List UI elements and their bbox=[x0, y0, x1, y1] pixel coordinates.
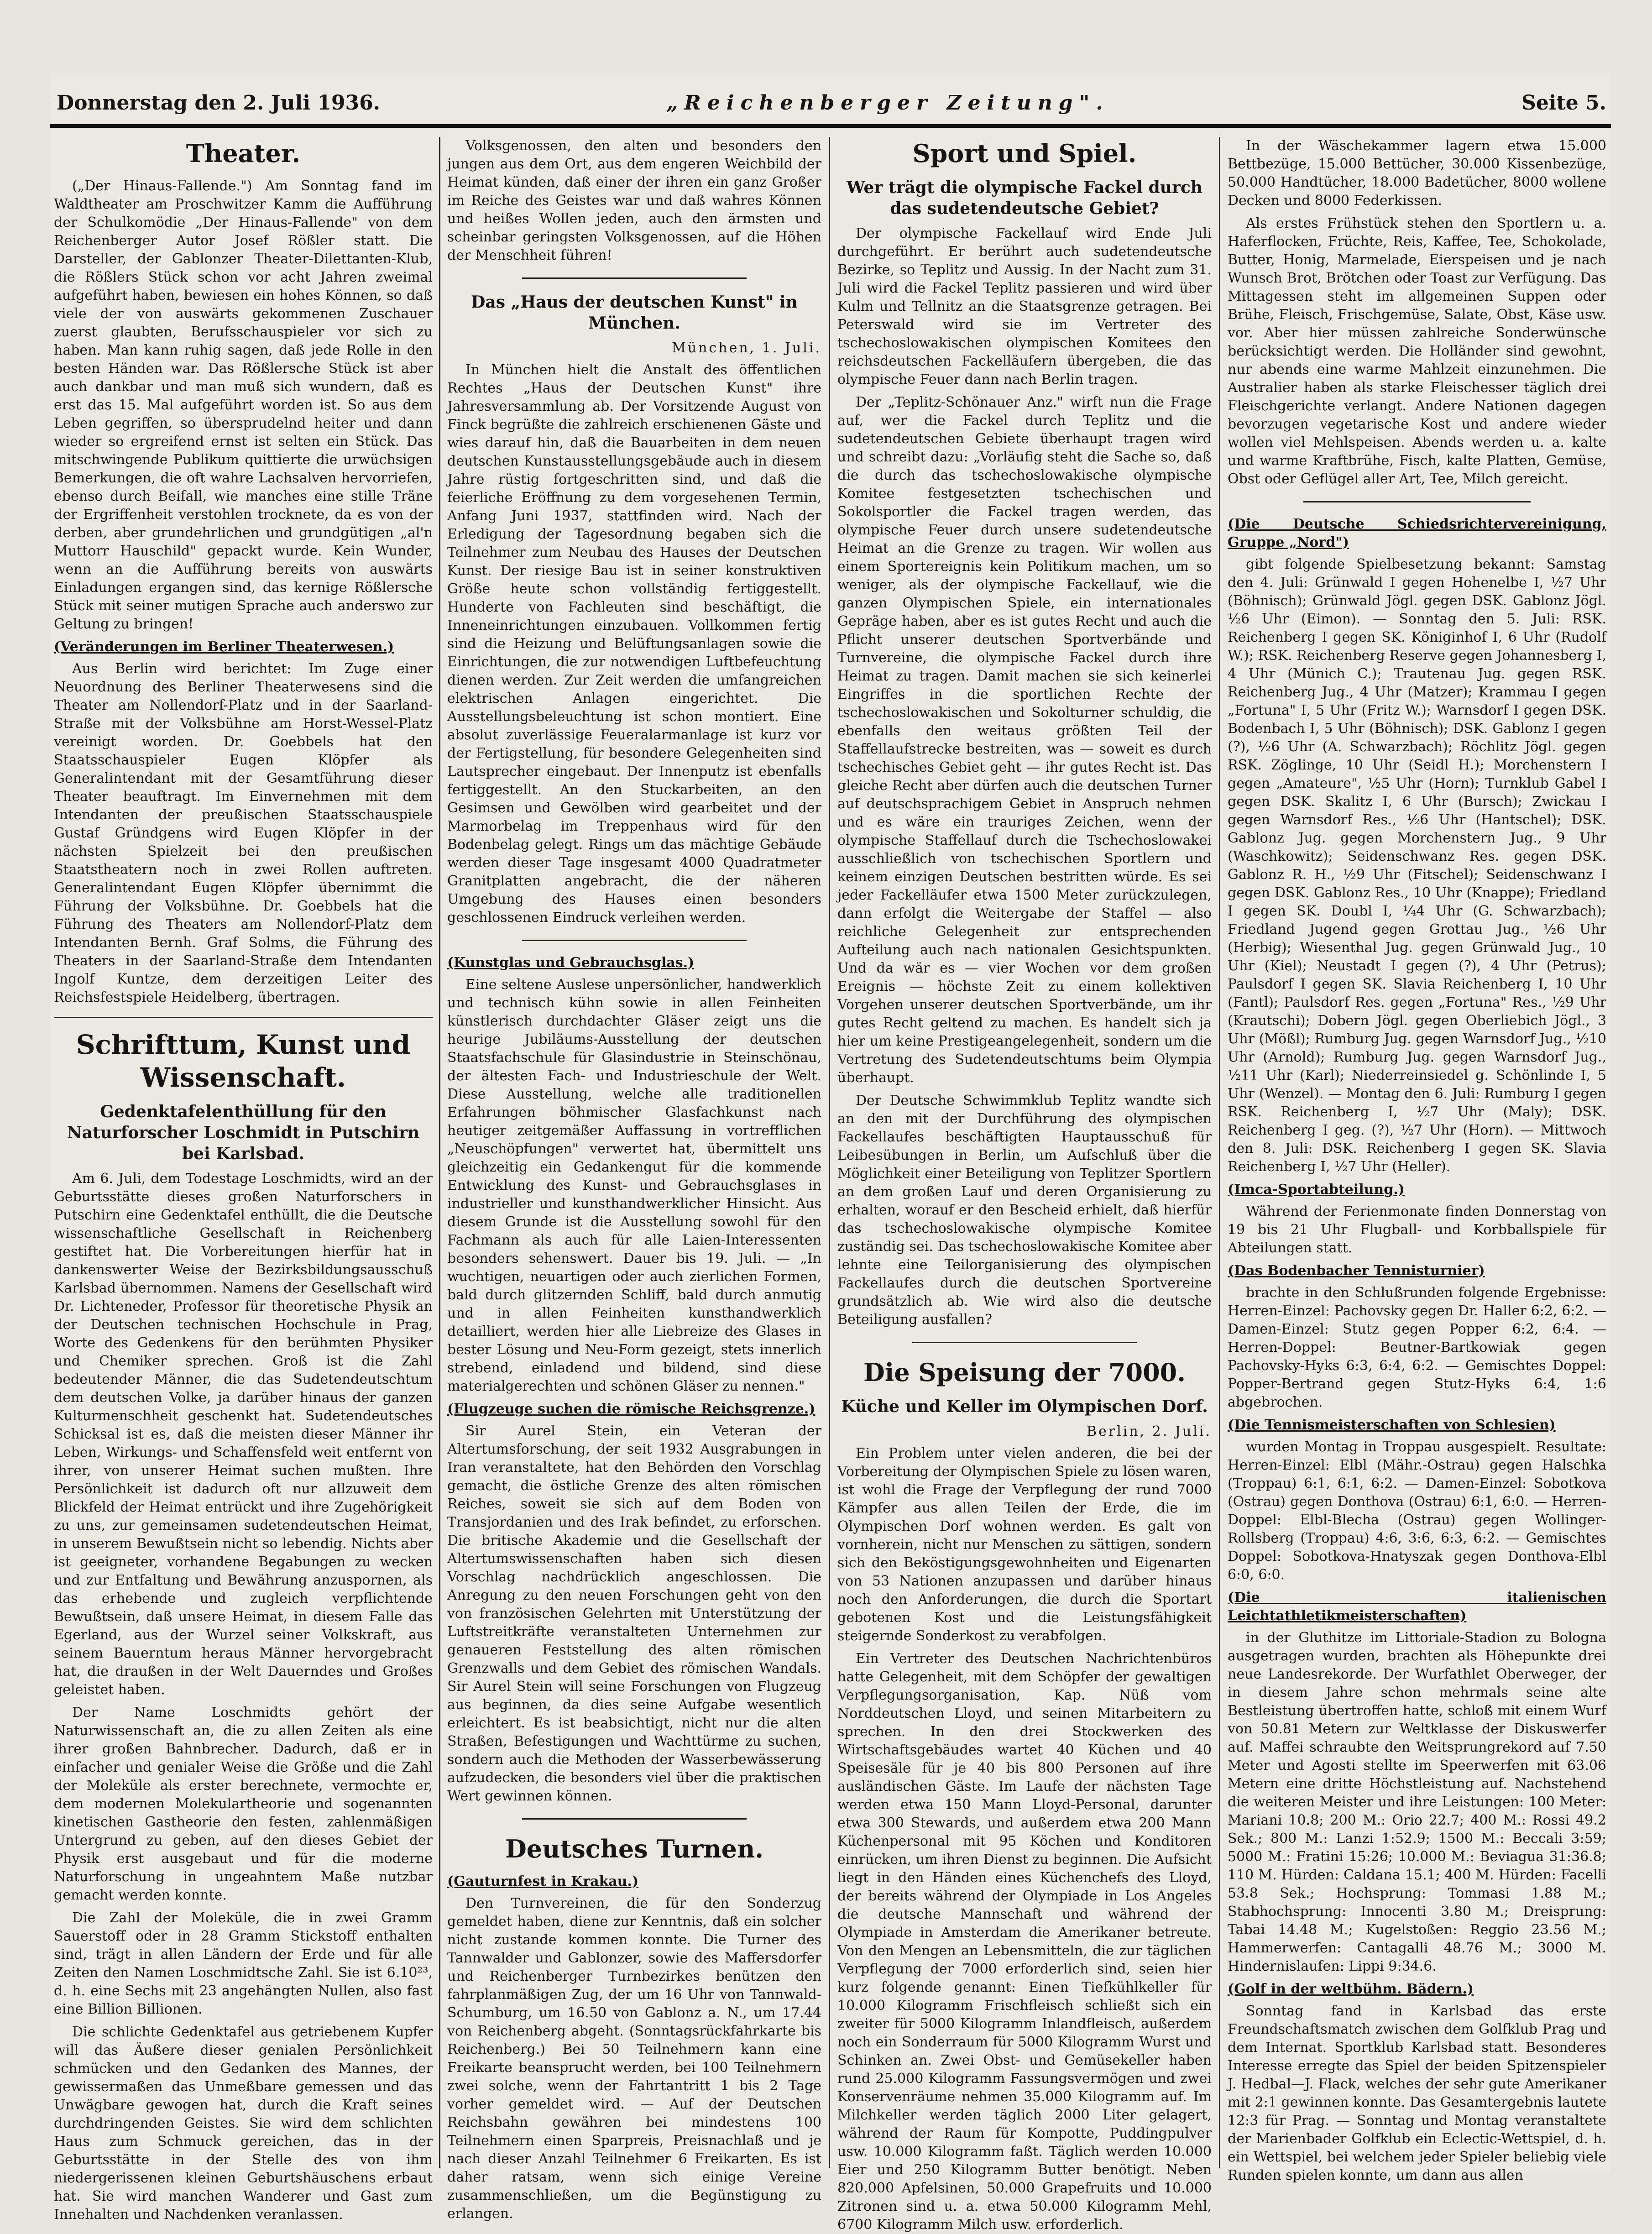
article-rule bbox=[1303, 501, 1531, 502]
article-loschmidt-2: Der Name Loschmidts gehört der Naturwissenschaft an, die zu allen Zeiten als eine ihrer großen Bahnbrecher. Dadurch, daß er in einfacher und genialer Weise die Größe und die Zahl der Moleküle als erster berechnete, vermochte er, dem modernen Molekulartheorie und sogenannten kinetischen Gastheorie den festen, zahlenmäßigen Untergrund zu geben, auf den dieses Gebiet der Physik erst ausgebaut und für die moderne Naturforschung in ungeahntem Maße nutzbar gemacht werden konnte. bbox=[54, 1705, 433, 1903]
subhead-leichtathletik: (Die italienischen Leichtathletikmeisterschaften) bbox=[1228, 1590, 1606, 1624]
article-rule bbox=[912, 1342, 1137, 1343]
newspaper-page bbox=[50, 73, 1611, 2233]
dateline-berlin: Berlin, 2. Juli. bbox=[1087, 1423, 1212, 1439]
article-gauturnfest: Den Turnvereinen, die für den Sonderzug gemeldet haben, diene zur Kenntnis, daß ein solcher nicht zustande kommen konnte. Die Turner des Tannwalder und Gablonzer, sowie des Maffersdorfer und Reichenberger Turnbezirkes benützen den fahrplanmäßigen Zug, der um 16 Uhr von Tannwald-Schumburg, um 16.50 von Gablonz a. N., um 17.44 von Reichenberg abgeht. (Sonntagsrückfahrkarte bis Reichenberg.) Bei 50 Teilnehmern kann eine Freikarte beansprucht werden, bei 100 Teilnehmern zwei solche, wenn der Fahrtantritt 1 bis 2 Tage vorher gemeldet wird. — Auf der Deutschen Reichsbahn gewähren bei mindestens 100 Teilnehmern einen Sparpreis, Preisnachlaß und je nach dieser Anzahl Teilnehmer 6 Freikarten. Es ist daher ratsam, wenn sich einige Vereine zusammenschließen, um die Begünstigung zu erlangen. bbox=[447, 1895, 821, 2222]
column-3 bbox=[837, 137, 1212, 2233]
article-theaterwesen: Aus Berlin wird berichtet: Im Zuge einer Neuordnung des Berliner Theaterwesens sind die Theater am Nollendorf-Platz und in der Saarland-Straße mit der Volksbühne am Horst-Wessel-Platz vereinigt worden. Dr. Goebbels hat den Staatsschauspieler Eugen Klöpfer als Generalintendant mit der Gesamtführung dieser Theater beauftragt. Im Einvernehmen mit dem Intendanten der preußischen Staatsschauspiele Gustaf Gründgens wird Eugen Klöpfer in der nächsten Spielzeit bei den preußischen Staatstheatern noch in zwei Rollen auftreten. Generalintendant Eugen Klöpfer übernimmt die Führung der Volksbühne. Dr. Goebbels hat die Führung des Theaters am Nollendorf-Platz dem Intendanten Bernh. Graf Solms, die Führung des Theaters in der Saarland-Straße dem Intendanten Ingolf Kuntze, dem derzeitigen Leiter des Reichsfestspiele Heidelberg, übertragen. bbox=[54, 661, 433, 1005]
masthead bbox=[50, 91, 1611, 123]
section-title-sport: Sport und Spiel. bbox=[912, 139, 1137, 168]
section-rule bbox=[54, 1017, 433, 1018]
subheadline-speisung: Küche und Keller im Olympischen Dorf. bbox=[841, 1397, 1208, 1416]
subhead-flugzeuge: (Flugzeuge suchen die römische Reichsgrenze.) bbox=[447, 1401, 816, 1417]
article-rule bbox=[522, 277, 747, 279]
article-schiedsrichter: gibt folgende Spielbesetzung bekannt: Samstag den 4. Juli: Grünwald I gegen Hohenelbe I, ½7 Uhr (Böhnisch); Grünwald Jögl. gegen DSK. Gablonz Jögl. ½6 Uhr (Eimon). — Sonntag den 5. Juli: RSK. Reichenberg I gegen SK. Königinhof I, 6 Uhr (Rudolf W.); RSK. Reichenberg Reserve gegen Johannesberg I, 4 Uhr (Münich C.); Trautenau Jug. gegen RSK. Reichenberg Jug., 4 Uhr (Matzer); Krammau I gegen „Fortuna" I, 5 Uhr (Fritz W.); Warnsdorf I gegen DSK. Bodenbach I, 5 Uhr (Böhnisch); DSK. Gablonz I gegen (?), ½6 Uhr (A. Schwarzbach); Röchlitz Jögl. gegen RSK. Zöglinge, 10 Uhr (Seidl H.); Morchenstern I gegen „Amateure", ½5 Uhr (Horn); Turnklub Gabel I gegen DSK. Skalitz I, 6 Uhr (Bursch); Zwickau I gegen Warnsdorf Res., ½6 Uhr (Hantschel); DSK. Gablonz Jug. gegen Morchenstern Jug., 9 Uhr (Waschkowitz); Seidenschwanz Res. gegen DSK. Gablonz R. H., ½9 Uhr (Fitschel); Seidenschwanz I gegen DSK. Gablonz Res., 10 Uhr (Knappe); Friedland I gegen SK. Doubl I, ¼4 Uhr (G. Schwarzbach); Friedland Jugend gegen Grottau Jug., ½6 Uhr (Herbig); Wiesenthal Jug. gegen Grünwald Jug., 10 Uhr (Kiel); Neustadt I gegen (?), 4 Uhr (Petrus); Paulsdorf I gegen SK. Slavia Reichenberg I, 10 Uhr (Fantl); Paulsdorf Res. gegen „Fortuna" Res., ½9 Uhr (Krautschi); Dobern Jögl. gegen Oberliebich Jögl., 3 Uhr (Mößl); Rumburg Jug. gegen Warnsdorf Jug., ½10 Uhr (Arnold); Rumburg Jug. gegen Warnsdorf Jug., ½11 Uhr (Karl); Niederreinsiedel g. Schönlinde I, 5 Uhr (Wenzel). — Montag den 6. Juli: Rumburg I gegen RSK. Reichenberg I, ½7 Uhr (Maly); DSK. Reichenberg I geg. (?), ½7 Uhr (Horn). — Mittwoch den 8. Juli: DSK. Reichenberg I gegen SK. Slavia Reichenberg I, ½7 Uhr (Heller). bbox=[1228, 556, 1606, 1175]
subhead-theaterwesen: (Veränderungen im Berliner Theaterwesen.) bbox=[54, 639, 394, 655]
article-leichtathletik: in der Gluthitze im Littoriale-Stadion zu Bologna ausgetragen wurden, brachten als Höhepunkte drei neue Landesrekorde. Der Wurfathlet Oberweger, der in diesem Jahre schon mehrmals seine alte Bestleistung übertroffen hatte, schloß mit einem Wurf von 50.81 Metern zur Weltklasse der Diskuswerfer auf. Maffei schraubte den Weitsprungrekord auf 7.50 Meter und Agosti stellte im Speerwerfen mit 63.06 Metern eine dritte Höchstleistung auf. Nachstehend die weiteren Meister und ihre Leistungen: 100 Meter: Mariani 10.8; 200 M.: Orio 22.7; 400 M.: Rossi 49.2 Sek.; 800 M.: Lanzi 1:52.9; 1500 M.: Beccali 3:59; 5000 M.: Fratini 15:26; 10.000 M.: Beviagua 31:36.8; 110 M. Hürden: Caldana 15.1; 400 M. Hürden: Facelli 53.8 Sek.; Hochsprung: Tommasi 1.88 M.; Stabhochsprung: Innocenti 3.80 M.; Dreisprung: Tabai 14.48 M.; Kugelstoßen: Reggio 23.56 M.; Hammerwerfen: Cantagalli 48.76 M.; 3000 M. Hindernislaufen: Lippi 9:34.6. bbox=[1228, 1630, 1606, 1974]
article-speisung: Ein Problem unter vielen anderen, die bei der Vorbereitung der Olympischen Spiele zu lösen waren, ist wohl die Frage der Verpflegung der rund 7000 Kämpfer aus allen Teilen der Erde, die im Olympischen Dorf wohnen werden. Es galt von vornherein, nicht nur Menschen zu sättigen, sondern sich den Beköstigungsgewohnheiten und Eigenarten von 53 Nationen anzupassen und darüber hinaus noch den Anforderungen, die durch die Sportart gebotenen Kost und die Leistungsfähigkeit steigernde Sonderkost zu verabfolgen. bbox=[837, 1445, 1212, 1644]
subhead-schiedsrichter: (Die Deutsche Schiedsrichtervereinigung, Gruppe „Nord") bbox=[1228, 516, 1606, 550]
article-continuation-4b: Als erstes Frühstück stehen den Sportlern u. a. Haferflocken, Früchte, Reis, Kaffee, Tee, Schokolade, Butter, Honig, Marmelade, Eierspeisen und je nach Wunsch Brot, Brötchen oder Toast zur Verfügung. Das Mittagessen steht im allgemeinen Suppen oder Brühe, Fleisch, Frischgemüse, Salate, Obst, Käse usw. vor. Aber hier müssen zahlreiche Sonderwünsche berücksichtigt werden. Die Holländer sind gewohnt, nur abends eine warme Mahlzeit einzunehmen. Die Australier haben als starke Fleischesser täglich drei Fleischgerichte verlangt. Andere Nationen dagegen bevorzugen vegetarische Kost und andere wieder wollen viel Mehlspeisen. Abends werden u. a. kalte und warme Kraftbrühe, Fisch, kalte Platten, Gemüse, Obst oder Geflügel aller Art, Tee, Milch gereicht. bbox=[1228, 215, 1606, 487]
article-rule bbox=[522, 940, 747, 941]
article-loschmidt: Am 6. Juli, dem Todestage Loschmidts, wird an der Geburtsstätte dieses großen Naturforschers in Putschirn eine Gedenktafel enthüllt, die die Deutsche wissenschaftliche Gesellschaft in Reichenberg gestiftet hat. Die Vorbereitungen hierfür hat in dankenswerter Weise der Bezirksbildungsausschuß Karlsbad übernommen. Namens der Gesellschaft wird Dr. Lichteneder, Professor für theoretische Physik an der Deutschen technischen Hochschule in Prag, Worte des Gedenkens für den berühmten Physiker und Chemiker sprechen. Groß ist die Zahl bedeutender Männer, die das Sudetendeutschtum dem deutschen Volke, ja darüber hinaus der ganzen Kulturmenschheit geschenkt hat. Sudetendeutsches Schicksal ist es, daß die meisten dieser Männer ihr Leben, Wirkungs- und Schaffensfeld weit entfernt von ihrer, von unserer Heimat suchen mußten. Ihre Persönlichkeit ist dadurch oft nur allzuweit dem Blickfeld der Heimat entrückt und ihre Zugehörigkeit zu uns, zur gemeinsamen sudetendeutschen Heimat, in unserem Bewußtsein nicht so lebendig. Nichts aber ist geeigneter, vorhandene Begabungen zu wecken und zur Entfaltung und Bewährung anzuspornen, als das erhebende und zugleich verpflichtende Bewußtsein, daß unsere Heimat, in diesem Falle das Egerland, aus der Wurzel seiner Volkskraft, aus seinem Bauerntum heraus Männer hervorgebracht hat, die draußen in der Welt Dauerndes und Großes geleistet haben. bbox=[54, 1171, 433, 1698]
subhead-gauturnfest: (Gauturnfest in Krakau.) bbox=[447, 1873, 639, 1889]
issue-date: Donnerstag den 2. Juli 1936. bbox=[57, 91, 381, 115]
newspaper-title: „Reichenberger Zeitung". bbox=[666, 91, 1109, 115]
article-fackel-2: Der „Teplitz-Schönauer Anz." wirft nun die Frage auf, wer die Fackel durch Teplitz und die sudetendeutschen Gebiete überhaupt tragen wird und schreibt dazu: „Vorläufig steht die Sache so, daß die durch das tschechoslowakische olympische Komitee festgesetzten tschechischen und Sokolsportler die Fackel tragen werden, das olympische Feuer durch unsere sudetendeutsche Heimat an die Grenze zu tragen. Wir wollen aus einem Sportereignis kein Politikum machen, um so weniger, als der olympische Fackellauf, wie die ganzen Olympischen Spiele, ein internationales Gepräge haben, aber es ist gutes Recht und auch die Pflicht unserer deutschen Sportverbände und Turnvereine, die olympische Fackel durch ihre Heimat zu tragen. Damit machen sie sich keinerlei Eingriffes in die sportlichen Rechte der tschechoslowakischen und Sokolturner schuldig, die ebenfalls den weitaus größten Teil der Staffellaufstrecke bestreiten, was — soweit es durch tschechisches Gebiet geht — ihr gutes Recht ist. Das gleiche Recht aber dürfen auch die deutschen Turner auf deutschsprachigem Gebiet in Anspruch nehmen und es wäre ein trauriges Zeichen, wenn der olympische Staffellauf durch die Tschechoslowakei ausschließlich von tschechischen Sportlern und keinem einzigen Deutschen bestritten würde. Es sei jeder Fackelläufer etwa 1500 Meter zurückzulegen, dann erfolgt die Weitergabe der Staffel — also reichliche Gelegenheit zur entsprechenden Aufteilung auch nach nationalen Gesichtspunkten. Und da wär es — vier Wochen vor dem großen Ereignis — höchste Zeit zu einem kollektiven Vorgehen unserer deutschen Sportverbände, um ihr gutes Recht geltend zu machen. Es handelt sich ja hier um keine Prestigeangelegenheit, sondern um die Vertretung des Sudetendeutschtums beim Olympia überhaupt. bbox=[837, 394, 1212, 1086]
article-glas: Eine seltene Auslese unpersönlicher, handwerklich und technisch kühn sowie in allen Feinheiten künstlerisch durchdachter Gläser zeigt uns die heurige Jubiläums-Ausstellung der deutschen Staatsfachschule für Glasindustrie in Steinschönau, der ältesten Fach- und Industrieschule der Welt. Diese Ausstellung, welche alle traditionellen Erfahrungen böhmischer Glasfachkunst nach heutiger zeitgemäßer Auffassung in vortrefflichen „Neuschöpfungen" verwertet hat, übermittelt uns gleichzeitig ein Gedankengut für die kommende Entwicklung des Kunst- und Gebrauchsglases in industrieller und kunsthandwerklicher Hinsicht. Aus diesem Grunde ist die Ausstellung sowohl für den Fachmann als auch für alle Laien-Interessenten besonders sehenswert. Dauer bis 19. Juli. — „In wuchtigen, neuartigen oder auch zierlichen Formen, bald durch glitzernden Schliff, bald durch anmutig und in allen Feinheiten kunsthandwerklich detailliert, werden hier alle Liebreize des Glases in bester Lösung und Neu-Form gezeigt, stets innerlich strebend, einladend und bildend, sind diese materialgerechten und schönen Gläser zu nennen." bbox=[447, 977, 821, 1394]
article-continuation-4: In der Wäschekammer lagern etwa 15.000 Bettbezüge, 15.000 Bettücher, 30.000 Kissenbezüge, 50.000 Handtücher, 18.000 Badetücher, 8000 wollene Decken und 8000 Federkissen. bbox=[1228, 138, 1606, 209]
headline-loschmidt: Gedenktafelenthüllung für den Naturforscher Loschmidt in Putschirn bei Karlsbad. bbox=[67, 1102, 420, 1163]
section-rule bbox=[522, 1818, 747, 1820]
section-title-turnen: Deutsches Turnen. bbox=[505, 1834, 764, 1863]
subhead-imca: (Imca-Sportabteilung.) bbox=[1228, 1182, 1405, 1198]
article-loschmidt-4: Die schlichte Gedenktafel aus getriebenem Kupfer will das Äußere dieser genialen Persönlichkeit schmücken und den Gedanken des Mannes, der gewissermaßen das Unmeßbare gemessen und das Unwägbare gewogen hat, durch die Kraft seines durchdringenden Geistes. Sie wird dem schlichten Haus zum Schmuck gereichen, das in der Geburtsstätte in der Stelle des von ihm niedergerissenen kleinen Geburtshäuschens erbaut hat. Sie wird manchen Wanderer und Gast zum Innehalten und Nachdenken veranlassen. bbox=[54, 2024, 433, 2223]
subhead-glas: (Kunstglas und Gebrauchsglas.) bbox=[447, 955, 695, 971]
headline-fackel: Wer trägt die olympische Fackel durch das sudetendeutsche Gebiet? bbox=[846, 178, 1203, 218]
subhead-tennismeister: (Die Tennismeisterschaften von Schlesien) bbox=[1228, 1417, 1556, 1433]
section-title-kunst: Schrifttum, Kunst und Wissenschaft. bbox=[76, 1029, 411, 1093]
headline-haus-kunst: Das „Haus der deutschen Kunst" in München. bbox=[471, 293, 798, 333]
article-tennisturnier: brachte in den Schlußrunden folgende Ergebnisse: Herren-Einzel: Pachovsky gegen Dr. Haller 6:2, 6:2. — Damen-Einzel: Stutz gegen Popper 6:2, 6:4. — Herren-Doppel: Beutner-Bartkowiak gegen Pachovsky-Hyks 6:3, 6:4, 6:2. — Gemischtes Doppel: Popper-Bertrand gegen Stutz-Hyks 6:4, 1:6 abgebrochen. bbox=[1228, 1285, 1606, 1410]
article-tennismeister: wurden Montag in Troppau ausgespielt. Resultate: Herren-Einzel: Elbl (Mähr.-Ostrau) gegen Halschka (Troppau) 6:1, 6:1, 6:2. — Damen-Einzel: Sobotkova (Ostrau) gegen Donthova (Ostrau) 6:1, 6:0. — Herren-Doppel: Elbl-Blecha (Ostrau) gegen Wollinger-Rollsberg (Troppau) 4:6, 3:6, 6:3, 6:2. — Gemischtes Doppel: Sobotkova-Hnatyszak gegen Donthova-Elbl 6:0, 6:0. bbox=[1228, 1439, 1606, 1583]
page-number: Seite 5. bbox=[1521, 91, 1606, 115]
headline-speisung: Die Speisung der 7000. bbox=[863, 1358, 1186, 1387]
article-speisung-2: Ein Vertreter des Deutschen Nachrichtenbüros hatte Gelegenheit, mit dem Schöpfer der gewaltigen Verpflegungsorganisation, Kap. Nüß vom Norddeutschen Lloyd, und seinen Mitarbeitern zu sprechen. In den drei Stockwerken des Wirtschaftsgebäudes wartet 40 Küchen und 40 Speisesäle für je 40 bis 800 Personen auf ihre ausländischen Gäste. Im Laufe der nächsten Tage werden etwa 150 Mann Lloyd-Personal, darunter etwa 300 Stewards, und außerdem etwa 200 Mann Küchenpersonal mit 95 Köchen und Konditoren einrücken, um ihren Dienst zu beginnen. Die Aufsicht liegt in den Händen eines Küchenchefs des Lloyd, der bereits während der Olympiade in Los Angeles die deutsche Mannschaft und während der Olympiade in Amsterdam die Amerikaner betreute. Von den Mengen an Lebensmitteln, die zur täglichen Verpflegung der 7000 erforderlich sind, seien hier kurz folgende genannt: Einen Tiefkühlkeller für 10.000 Kilogramm Frischfleisch schließt sich ein zweiter für 5000 Kilogramm Inlandfleisch, außerdem noch ein Sonderraum für 5000 Kilogramm Wurst und Schinken an. Zwei Obst- und Gemüsekeller haben rund 25.000 Kilogramm Fassungsvermögen und zwei Konservenräume nehmen 35.000 Kilogramm auf. Im Milchkeller werden täglich 2000 Liter gelagert, während der Raum für Kompotte, Puddingpulver usw. 10.000 Kilogramm faßt. Täglich werden 10.000 Eier und 250 Kilogramm Butter benötigt. Neben 820.000 Apfelsinen, 50.000 Grapefruits und 10.000 Zitronen sind u. a. etwa 50.000 Kilogramm Mehl, 6700 Kilogramm Milch usw. erforderlich. bbox=[837, 1651, 1212, 2233]
column-2 bbox=[447, 137, 821, 2222]
article-haus-kunst: In München hielt die Anstalt des öffentlichen Rechtes „Haus der Deutschen Kunst" ihre Jahresversammlung ab. Der Vorsitzende August von Finck begrüßte die zahlreich erschienenen Gäste und wies darauf hin, daß die Bauarbeiten in dem neuen deutschen Kunstausstellungsgebäude auch in diesem Jahre rüstig fortgeschritten sind, und daß die feierliche Eröffnung zu dem vorgesehenen Termin, Anfang Juni 1937, stattfinden wird. Nach der Erledigung der Tagesordnung begaben sich die Teilnehmer zum Neubau des Hauses der Deutschen Kunst. Der riesige Bau ist in seiner konstruktiven Größe heute schon vollständig fertiggestellt. Hunderte von Fachleuten sind beschäftigt, die Inneneinrichtungen einzubauen. Vollkommen fertig sind die Heizung und Belüftungsanlagen sowie die Einrichtungen, die zur notwendigen Luftbefeuchtung dienen werden. Zur Zeit werden die umfangreichen elektrischen Anlagen eingerichtet. Die Ausstellungsbeleuchtung ist schon montiert. Eine absolut zuverlässige Feueralarmanlage ist kurz vor der Fertigstellung, für besondere Gelegenheiten sind Lautsprecher eingebaut. Der Innenputz ist ebenfalls fertiggestellt. An den Stuckarbeiten, an den Gesimsen und Gewölben wird gearbeitet und der Marmorbelag im Treppenhaus wird für den Bodenbelag gelegt. Rings um das mächtige Gebäude werden dieser Tage insgesamt 4000 Quadratmeter Granitplatten angebracht, die der näheren Umgebung des Hauses einen besonders geschlossenen Eindruck verleihen werden. bbox=[447, 362, 821, 926]
columns bbox=[50, 137, 1611, 2233]
dateline-muenchen: München, 1. Juli. bbox=[672, 340, 821, 356]
article-fackel-3: Der Deutsche Schwimmklub Teplitz wandte sich an den mit der Durchführung des olympischen Fackellaufes beschäftigten Hauptausschuß für Leibesübungen in Berlin, um Aufschluß über die Möglichkeit einer Beteiligung von Teplitzer Sportlern an dem großen Lauf und deren Organisierung zu erhalten, worauf er den Bescheid erhielt, daß hierfür das tschechoslowakische olympische Komitee zuständig sei. Das tschechoslowakische Komitee aber lehnte eine Teilorganisierung des olympischen Fackellaufes durch die deutschen Sportvereine grundsätzlich ab. Wie wird also die deutsche Beteiligung ausfallen? bbox=[837, 1093, 1212, 1328]
article-golf: Sonntag fand in Karlsbad das erste Freundschaftsmatch zwischen dem Golfklub Prag und dem Internat. Sportklub Karlsbad statt. Besonderes Interesse erregte das Spiel der beiden Spitzenspieler J. Hedbal—J. Flack, welches der sehr gute Amerikaner mit 2:1 gewinnen konnte. Das Gesamtergebnis lautete 12:3 für Prag. — Sonntag und Montag veranstaltete der Marienbader Golfklub ein Eclectic-Wettspiel, d. h. ein Wettspiel, bei welchem jeder Spieler beliebig viele Runden spielen konnte, um dann aus allen bbox=[1228, 2003, 1606, 2183]
section-title-theater: Theater. bbox=[186, 139, 301, 168]
article-fackel: Der olympische Fackellauf wird Ende Juli durchgeführt. Er berührt auch sudetendeutsche Bezirke, so Teplitz und Aussig. In der Nacht zum 31. Juli wird die Fackel Teplitz passieren und wird über Kulm und Tellnitz an die Staatsgrenze getragen. Bei Peterswald wird sie im Vertreter des tschechoslowakischen olympischen Komitees den reichsdeutschen Fackelläufern übergeben, die das olympische Feuer dann nach Berlin tragen. bbox=[837, 225, 1212, 387]
article-flugzeuge: Sir Aurel Stein, ein Veteran der Altertumsforschung, der seit 1932 Ausgrabungen in Iran veranstaltete, hat den Behörden den Vorschlag gemacht, die östliche Grenze des alten römischen Reiches, soweit sie sich auf dem Boden von Transjordanien und des Irak befindet, zu erforschen. Die britische Akademie und die Gesellschaft der Altertumswissenschaften haben sich diesen Vorschlag nachdrücklich angeschlossen. Die Anregung zu den neuen Forschungen geht von den von französischen Gelehrten mit Unterstützung der Luftstreitkräfte veranstalteten Unternehmen zur genaueren Feststellung des alten römischen Grenzwalls und dem Gebiet des römischen Wandals. Sir Aurel Stein will seine Forschungen von Flugzeug aus beginnen, da dies seine Aufgabe wesentlich erleichtert. Es ist beabsichtigt, nicht nur die alten Straßen, Befestigungen und Wachttürme zu suchen, sondern auch die Methoden der Wasserbewässerung aufzudecken, die besonders viel über die praktischen Wert gewinnen können. bbox=[447, 1423, 821, 1804]
article-loschmidt-3: Die Zahl der Moleküle, die in zwei Gramm Sauerstoff oder in 28 Gramm Stickstoff enthalten sind, trägt in allen Ländern der Erde und für alle Zeiten den Namen Loschmidtsche Zahl. Sie ist 6.10²³, d. h. eine Sechs mit 23 angehängten Nullen, also fast eine Billion Billionen. bbox=[54, 1910, 433, 2017]
subhead-golf: (Golf in der weltbühm. Bädern.) bbox=[1228, 1981, 1474, 1997]
article-theater: („Der Hinaus-Fallende.") Am Sonntag fand im Waldtheater am Proschwitzer Kamm die Aufführung der Schulkomödie „Der Hinaus-Fallende" von dem Reichenberger Autor Josef Rößler statt. Die Darsteller, der Gablonzer Theater-Dilettanten-Klub, die Rößlers Stück schon vor acht Jahren zweimal aufgeführt haben, bewiesen ein hohes Können, so daß viele der von auswärts gekommenen Zuschauer zuerst glaubten, Berufsschauspieler vor sich zu haben. Man kann ruhig sagen, daß jede Rolle in den besten Händen war. Das Rößlersche Stück ist aber auch dankbar und man muß sich wundern, daß es erst das 15. Mal aufgeführt worden ist. So aus dem Leben gegriffen, so übersprudelnd heiter und dann wieder so ergreifend ernst ist selten ein Stück. Das mitschwingende Publikum quittierte die urwüchsigen Bemerkungen, die oft wahre Lachsalven hervorriefen, ebenso durch Beifall, wie manches eine stille Träne der Ergriffenheit verstohlen trocknete, da es von der derben, aber grundehrlichen und grundgütigen „al'n Muttorr Hauschild" gepackt wurde. Kein Wunder, wenn an die Aufführung bereits von auswärts Einladungen ergangen sind, das kernige Rößlersche Stück mit seiner mutigen Sprache auch anderswo zur Geltung zu bringen! bbox=[54, 178, 433, 632]
column-1 bbox=[54, 137, 433, 2223]
article-continuation: Volksgenossen, den alten und besonders den jungen aus dem Ort, aus dem engeren Weichbild der Heimat künden, daß einer der ihren ein ganz Großer im Reiche des Geistes war und daß wahres Können und heißes Wollen jeden, auch den ärmsten und scheinbar geringsten Volksgenossen, auf die Höhen der Menschheit führen! bbox=[447, 138, 821, 263]
column-4 bbox=[1228, 137, 1606, 2183]
subhead-tennisturnier: (Das Bodenbacher Tennisturnier) bbox=[1228, 1263, 1485, 1279]
header-rule bbox=[50, 124, 1611, 128]
article-imca: Während der Ferienmonate finden Donnerstag von 19 bis 21 Uhr Flugball- und Korbballspiele für Abteilungen statt. bbox=[1228, 1203, 1606, 1256]
